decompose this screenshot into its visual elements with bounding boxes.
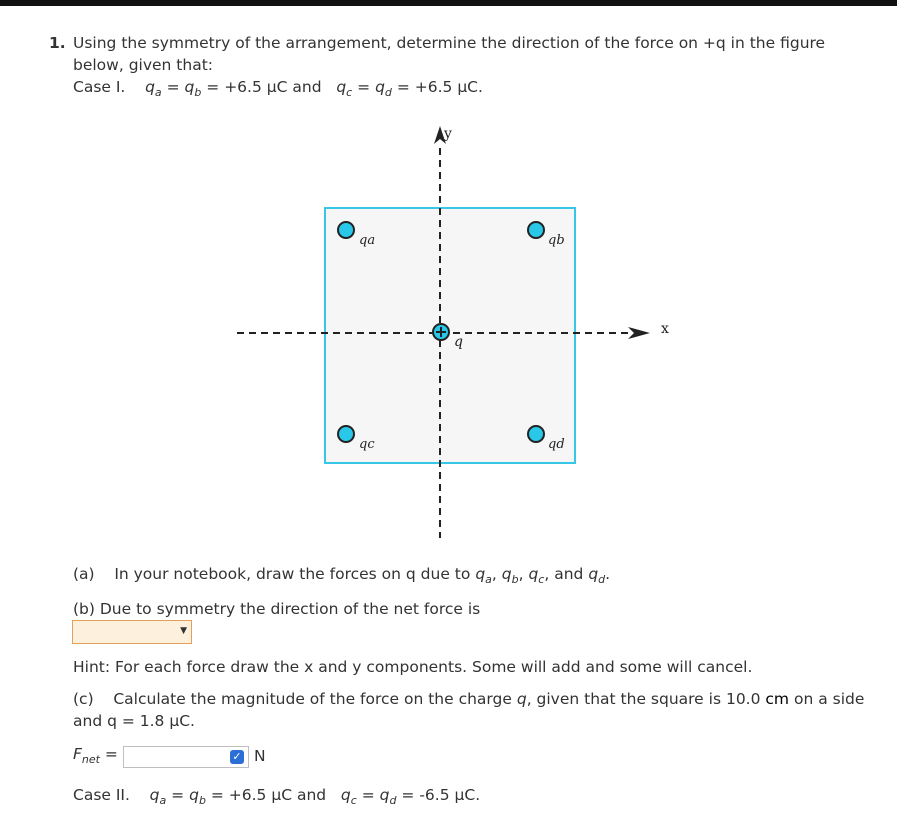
- fnet-answer-input[interactable]: [123, 746, 249, 768]
- svg-text:qb: qb: [548, 233, 565, 248]
- intro-line-1: Using the symmetry of the arrangement, determine the direction of the force on +q in the figure: [73, 34, 826, 52]
- intro-line-2: below, given that:: [73, 56, 213, 74]
- top-border: [0, 0, 897, 6]
- part-a-text: In your notebook, draw the forces on q due to: [114, 565, 471, 583]
- svg-text:qa: qa: [359, 233, 376, 248]
- part-a-line: (a) In your notebook, draw the forces on q due to $q_a$, $q_b$, $q_c$, and $q_d$.: [73, 565, 611, 586]
- part-c-label: (c): [73, 690, 94, 708]
- case2-value-cd: = -6.5 μC.: [401, 786, 481, 804]
- case2-label: Case II.: [73, 786, 130, 804]
- hint-text: Hint: For each force draw the x and y components. Some will add and some will cancel.: [73, 658, 753, 676]
- svg-text:qc: qc: [359, 437, 375, 452]
- case2-line: Case II. $q_a = q_b = +6.5$ μC and $q_c = q_d = -6.5$ μC.: [73, 786, 481, 807]
- net-force-direction-select[interactable]: [72, 620, 192, 644]
- part-c-line-2: and q = 1.8 μC.: [73, 712, 195, 730]
- fnet-unit: N: [254, 747, 266, 765]
- case1-value-cd: = +6.5 μC.: [396, 78, 483, 96]
- x-axis-arrow: [628, 327, 650, 339]
- fnet-label: $F_{net}$ =: [73, 745, 118, 766]
- x-axis-label: x: [661, 321, 669, 337]
- case1-label: Case I.: [73, 78, 126, 96]
- check-icon: ✓: [230, 750, 244, 764]
- part-b-text: (b) Due to symmetry the direction of the net force is: [73, 600, 481, 618]
- chevron-down-icon: ▼: [180, 626, 187, 636]
- svg-text:qd: qd: [548, 437, 565, 452]
- part-a-label: (a): [73, 565, 95, 583]
- case2-value-ab: = +6.5 μC and: [210, 786, 327, 804]
- charge-arrangement-figure: [225, 118, 685, 543]
- case1-value-ab: = +6.5 μC and: [206, 78, 322, 96]
- case1-line: Case I. $q_a = q_b = +6.5$ μC and $q_c = q_d = +6.5$ μC.: [73, 78, 483, 99]
- svg-text:q: q: [454, 334, 463, 350]
- question-number: 1.: [49, 34, 66, 52]
- y-axis-label: y: [444, 126, 452, 142]
- part-c-line-1: (c) Calculate the magnitude of the force on the charge q, given that the square is 10.0 cm on a side: [73, 690, 865, 708]
